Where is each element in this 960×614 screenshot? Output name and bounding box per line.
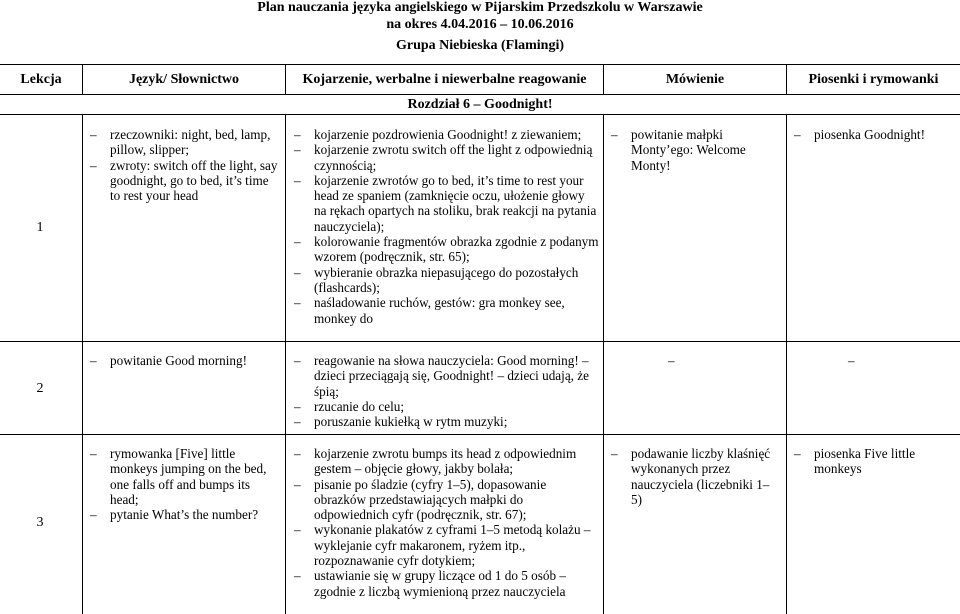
header-lesson: Lekcja bbox=[20, 72, 62, 87]
doc-group: Grupa Niebieska (Flamingi) bbox=[395, 38, 564, 53]
songs-cell-empty: – bbox=[848, 353, 855, 368]
list-item: – ustawianie się w grupy liczące od 1 do 5 osób – zgodnie z liczbą wymienioną przez nauczyciela bbox=[290, 568, 600, 599]
list-item: – kojarzenie pozdrowienia Goodnight! z ziewaniem; bbox=[290, 127, 600, 142]
lesson-number: 3 bbox=[36, 515, 44, 530]
list-item: – kojarzenie zwrotów go to bed, it’s time to rest your head ze spaniem (zamknięcie oczu, ułożenie głowy na rękach opartych na stoliku, brak reakcji na pytania nauczyciela); bbox=[290, 173, 600, 234]
lesson-number: 1 bbox=[36, 220, 44, 235]
list-item: – rzucanie do celu; bbox=[290, 399, 600, 414]
grid-line bbox=[0, 434, 960, 435]
songs-cell bbox=[790, 127, 958, 142]
react-cell bbox=[290, 446, 600, 599]
grid-line bbox=[603, 114, 604, 614]
header-speak: Mówienie bbox=[665, 72, 725, 87]
list-item: – naśladowanie ruchów, gestów: gra monkey see, monkey do bbox=[290, 295, 600, 326]
vocab-cell bbox=[86, 446, 278, 522]
grid-line bbox=[82, 114, 83, 614]
grid-line bbox=[0, 94, 960, 95]
list-item: – powitanie małpki Monty’ego: Welcome Monty! bbox=[607, 127, 779, 173]
list-item: – poruszanie kukiełką w rytm muzyki; bbox=[290, 414, 600, 429]
list-item: – piosenka Five little monkeys bbox=[790, 446, 958, 477]
grid-line bbox=[0, 341, 960, 342]
speak-cell bbox=[607, 446, 779, 507]
react-cell bbox=[290, 127, 600, 326]
header-vocab: Język/ Słownictwo bbox=[128, 72, 240, 87]
speak-cell-empty: – bbox=[668, 353, 675, 368]
list-item: – wybieranie obrazka niepasującego do pozostałych (flashcards); bbox=[290, 265, 600, 296]
songs-cell bbox=[790, 446, 958, 477]
list-item: – kojarzenie zwrotu bumps its head z odpowiednim gestem – objęcie głowy, jakby bolała; bbox=[290, 446, 600, 477]
list-item: – rzeczowniki: night, bed, lamp, pillow, slipper; bbox=[86, 127, 278, 158]
list-item: – pytanie What’s the number? bbox=[86, 507, 278, 522]
chapter-title: Rozdział 6 – Goodnight! bbox=[407, 97, 553, 112]
vocab-cell bbox=[86, 127, 278, 203]
grid-line bbox=[0, 114, 960, 115]
lesson-number: 2 bbox=[36, 381, 44, 396]
list-item: – kojarzenie zwrotu switch off the light z odpowiednią czynnością; bbox=[290, 142, 600, 173]
list-item: – reagowanie na słowa nauczyciela: Good morning! – dzieci przeciągają się, Goodnight! – dzieci udają, że śpią; bbox=[290, 353, 600, 399]
list-item: – powitanie Good morning! bbox=[86, 353, 278, 368]
header-songs: Piosenki i rymowanki bbox=[808, 72, 939, 87]
grid-line bbox=[786, 114, 787, 614]
list-item: – zwroty: switch off the light, say goodnight, go to bed, it’s time to rest your head bbox=[86, 158, 278, 204]
doc-title: Plan nauczania języka angielskiego w Pijarskim Przedszkolu w Warszawie bbox=[257, 0, 703, 15]
list-item: – pisanie po śladzie (cyfry 1–5), dopasowanie obrazków przedstawiających małpki do odpowiednich cyfr (podręcznik, str. 67); bbox=[290, 477, 600, 523]
speak-cell bbox=[607, 127, 779, 173]
list-item: – piosenka Goodnight! bbox=[790, 127, 958, 142]
doc-period: na okres 4.04.2016 – 10.06.2016 bbox=[386, 17, 574, 32]
list-item: – wykonanie plakatów z cyframi 1–5 metodą kolażu – wyklejanie cyfr makaronem, ryżem itp., rozpoznawanie cyfr dotykiem; bbox=[290, 522, 600, 568]
react-cell bbox=[290, 353, 600, 429]
grid-line bbox=[0, 64, 960, 65]
list-item: – rymowanka [Five] little monkeys jumping on the bed, one falls off and bumps its head; bbox=[86, 446, 278, 507]
list-item: – kolorowanie fragmentów obrazka zgodnie z podanym wzorem (podręcznik, str. 65); bbox=[290, 234, 600, 265]
grid-line bbox=[285, 114, 286, 614]
header-react: Kojarzenie, werbalne i niewerbalne reagowanie bbox=[302, 72, 587, 87]
list-item: – podawanie liczby klaśnięć wykonanych przez nauczyciela (liczebniki 1–5) bbox=[607, 446, 779, 507]
vocab-cell bbox=[86, 353, 278, 368]
